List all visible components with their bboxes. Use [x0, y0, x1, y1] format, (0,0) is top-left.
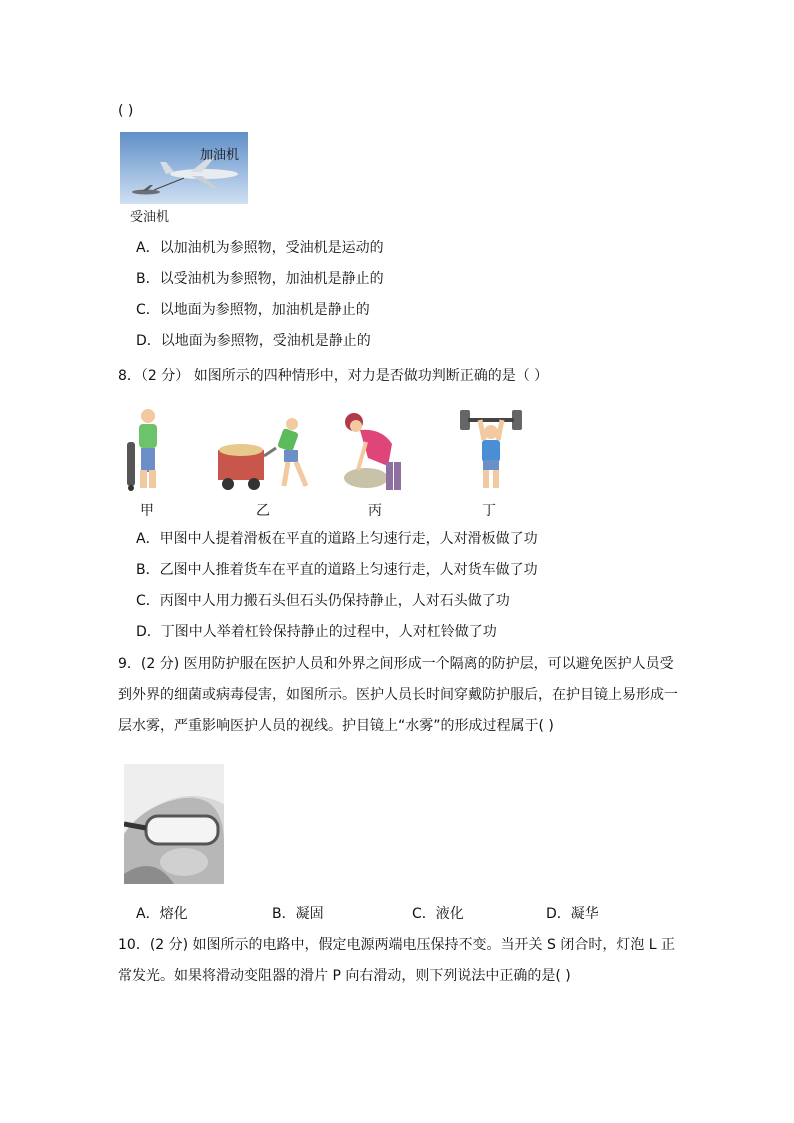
q9-option-d: D．凝华: [546, 906, 599, 922]
q9-option-c: C．液化: [412, 906, 464, 922]
figure-bing-person-stone: [332, 408, 412, 494]
q8-option-d: D．丁图中人举着杠铃保持静止的过程中，人对杠铃做了功: [136, 624, 497, 640]
q7-refueling-figure: [120, 132, 248, 225]
q10-stem-line-2: 常发光。如果将滑动变阻器的滑片 P 向右滑动，则下列说法中正确的是( ): [118, 968, 571, 984]
q8-option-c: C．丙图中人用力搬石头但石头仍保持静止，人对石头做了功: [136, 593, 510, 609]
q9-option-a: A．熔化: [136, 906, 188, 922]
figure-yi-person-cart: [214, 416, 324, 492]
figure-ding-person-barbell: [458, 404, 524, 494]
q8-option-b: B．乙图中人推着货车在平直的道路上匀速行走，人对货车做了功: [136, 562, 538, 578]
q8-stem: 8．（2 分） 如图所示的四种情形中，对力是否做功判断正确的是（ ）: [118, 368, 549, 384]
figure-label-bing: 丙: [368, 503, 382, 519]
q9-stem-line-2: 到外界的细菌或病毒侵害，如图所示。医护人员长时间穿戴防护服后，在护目镜上易形成一: [118, 687, 678, 703]
q7-option-a: A．以加油机为参照物，受油机是运动的: [136, 240, 384, 256]
tanker-label: 加油机: [200, 148, 240, 163]
q7-option-d: D．以地面为参照物，受油机是静止的: [136, 333, 371, 349]
q10-stem-line-1: 10．(2 分) 如图所示的电路中，假定电源两端电压保持不变。当开关 S 闭合时，灯泡 L 正: [118, 937, 676, 953]
q9-stem-line-1: 9．(2 分) 医用防护服在医护人员和外界之间形成一个隔离的防护层，可以避免医护人员受: [118, 656, 674, 672]
receiver-label: 受油机: [130, 210, 170, 225]
q9-stem-line-3: 层水雾，严重影响医护人员的视线。护目镜上“水雾”的形成过程属于( ): [118, 718, 554, 734]
q8-option-a: A．甲图中人提着滑板在平直的道路上匀速行走，人对滑板做了功: [136, 531, 538, 547]
figure-label-jia: 甲: [140, 503, 154, 519]
q7-option-c: C．以地面为参照物，加油机是静止的: [136, 302, 370, 318]
figure-label-ding: 丁: [482, 503, 496, 519]
figure-jia-person-skateboard: [124, 406, 168, 494]
figure-label-yi: 乙: [256, 503, 270, 519]
q9-option-b: B．凝固: [272, 906, 324, 922]
q7-option-b: B．以受油机为参照物，加油机是静止的: [136, 271, 384, 287]
q7-paren: ( ): [118, 103, 134, 119]
q9-protective-goggles-photo: [124, 764, 224, 884]
refueling-planes-image: [120, 132, 248, 204]
q8-figure: [118, 400, 538, 520]
